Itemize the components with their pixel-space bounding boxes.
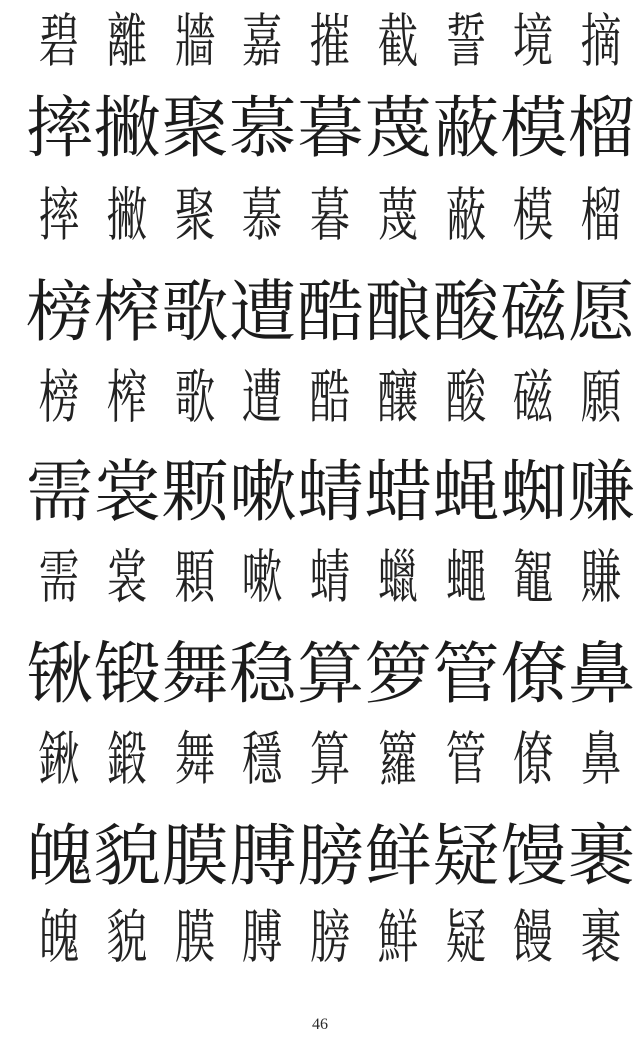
character-glyph: 算 [309, 727, 351, 792]
seal-character [26, 545, 92, 610]
character-glyph: 酸 [445, 365, 486, 430]
character-glyph: 赚 [568, 455, 635, 530]
character-glyph: 膜 [161, 819, 229, 894]
seal-character [162, 545, 228, 610]
character-glyph: 嗽 [229, 455, 297, 530]
regular-character [568, 275, 635, 350]
seal-character [94, 365, 160, 430]
regular-character [364, 455, 432, 530]
seal-character [94, 545, 160, 610]
seal-character [162, 365, 228, 430]
character-glyph: 摧 [309, 9, 351, 74]
character-glyph: 嗽 [242, 545, 283, 610]
regular-character-row [0, 630, 640, 720]
seal-character [500, 727, 566, 792]
seal-character [433, 9, 499, 74]
character-glyph: 蔽 [432, 91, 500, 166]
character-glyph: 膊 [229, 819, 297, 894]
character-glyph: 榨 [93, 275, 161, 350]
regular-character [500, 91, 568, 166]
seal-character [568, 545, 634, 610]
regular-character [297, 819, 364, 894]
regular-character [93, 275, 161, 350]
character-glyph: 蔑 [377, 183, 418, 248]
character-glyph: 鍛 [106, 727, 147, 792]
seal-character [26, 905, 92, 970]
seal-character [365, 9, 431, 74]
character-glyph: 酸 [432, 275, 500, 350]
regular-character [229, 275, 297, 350]
character-glyph: 稳 [229, 637, 297, 712]
character-glyph: 蜻 [297, 455, 364, 530]
regular-character [161, 819, 229, 894]
regular-character-row [0, 84, 640, 174]
regular-character [297, 275, 364, 350]
character-glyph: 摔 [26, 91, 93, 166]
regular-character [297, 91, 364, 166]
seal-character [26, 727, 92, 792]
character-glyph: 管 [432, 637, 500, 712]
seal-character-row [0, 538, 640, 618]
regular-character [26, 819, 93, 894]
character-glyph: 籮 [377, 727, 418, 792]
regular-character [568, 819, 635, 894]
seal-character [568, 365, 634, 430]
page-number: 46 [312, 1016, 328, 1033]
seal-character [297, 365, 363, 430]
seal-character [568, 905, 634, 970]
character-glyph: 慕 [229, 91, 297, 166]
character-glyph: 管 [445, 727, 486, 792]
character-glyph: 蜘 [500, 455, 568, 530]
character-glyph: 賺 [580, 545, 622, 610]
regular-character [161, 455, 229, 530]
character-glyph: 蔑 [364, 91, 432, 166]
character-glyph: 锹 [26, 637, 93, 712]
seal-character-row [0, 720, 640, 800]
character-glyph: 裳 [93, 455, 161, 530]
character-glyph: 摔 [38, 183, 80, 248]
seal-character [297, 727, 363, 792]
regular-character [432, 275, 500, 350]
regular-character [93, 91, 161, 166]
character-glyph: 舞 [161, 637, 229, 712]
seal-character [500, 545, 566, 610]
seal-character [433, 905, 499, 970]
character-glyph: 颗 [161, 455, 229, 530]
character-glyph: 疑 [445, 905, 486, 970]
seal-character [568, 727, 634, 792]
character-glyph: 魄 [26, 819, 93, 894]
regular-character-row [0, 268, 640, 358]
character-glyph: 蜻 [309, 545, 351, 610]
regular-character [568, 455, 635, 530]
character-glyph: 箩 [364, 637, 432, 712]
seal-character [26, 9, 92, 74]
seal-character-row [0, 176, 640, 256]
character-glyph: 遭 [242, 365, 283, 430]
seal-character [365, 545, 431, 610]
seal-character [94, 727, 160, 792]
seal-character [94, 183, 160, 248]
regular-character [432, 455, 500, 530]
character-glyph: 穩 [242, 727, 283, 792]
character-glyph: 貌 [106, 905, 147, 970]
regular-character [26, 275, 93, 350]
regular-character [364, 637, 432, 712]
seal-character [162, 905, 228, 970]
regular-character [93, 637, 161, 712]
seal-character [433, 545, 499, 610]
regular-character [568, 637, 635, 712]
character-glyph: 嘉 [242, 9, 283, 74]
regular-character [500, 637, 568, 712]
character-glyph: 膜 [174, 905, 215, 970]
regular-character [93, 455, 161, 530]
character-glyph: 算 [297, 637, 364, 712]
seal-character [229, 905, 295, 970]
seal-character [94, 9, 160, 74]
seal-character-row [0, 2, 640, 82]
character-glyph: 碧 [38, 9, 80, 74]
character-glyph: 截 [377, 9, 418, 74]
character-glyph: 锻 [93, 637, 161, 712]
character-glyph: 聚 [161, 91, 229, 166]
seal-character [500, 9, 566, 74]
seal-character [162, 727, 228, 792]
regular-character [161, 275, 229, 350]
character-glyph: 酷 [297, 275, 364, 350]
character-glyph: 疑 [432, 819, 500, 894]
character-glyph: 磁 [500, 275, 568, 350]
character-glyph: 膀 [309, 905, 351, 970]
regular-character [93, 819, 161, 894]
character-glyph: 慕 [242, 183, 283, 248]
character-glyph: 歌 [174, 365, 215, 430]
seal-character [26, 365, 92, 430]
character-glyph: 釀 [377, 365, 418, 430]
character-glyph: 蝇 [432, 455, 500, 530]
regular-character [161, 637, 229, 712]
character-glyph: 榜 [38, 365, 80, 430]
character-glyph: 愿 [568, 275, 635, 350]
regular-character [229, 455, 297, 530]
character-glyph: 膀 [297, 819, 364, 894]
character-glyph: 榴 [580, 183, 622, 248]
seal-character-row [0, 358, 640, 438]
seal-character [568, 183, 634, 248]
character-glyph: 蔽 [445, 183, 486, 248]
character-glyph: 鮮 [377, 905, 418, 970]
seal-character [229, 183, 295, 248]
regular-character [26, 455, 93, 530]
seal-character [433, 365, 499, 430]
character-glyph: 貌 [93, 819, 161, 894]
character-glyph: 裹 [580, 905, 622, 970]
regular-character [500, 819, 568, 894]
character-glyph: 酷 [309, 365, 351, 430]
character-glyph: 牆 [174, 9, 215, 74]
character-glyph: 境 [513, 9, 554, 74]
regular-character [500, 275, 568, 350]
character-glyph: 模 [500, 91, 568, 166]
seal-character-row [0, 896, 640, 980]
seal-character [162, 183, 228, 248]
seal-character [297, 545, 363, 610]
regular-character [364, 275, 432, 350]
regular-character [568, 91, 635, 166]
character-glyph: 僚 [500, 637, 568, 712]
character-glyph: 舞 [174, 727, 215, 792]
seal-character [433, 727, 499, 792]
character-glyph: 裳 [106, 545, 147, 610]
regular-character [229, 819, 297, 894]
regular-character [26, 91, 93, 166]
seal-character [500, 905, 566, 970]
seal-character [365, 365, 431, 430]
regular-character-row [0, 448, 640, 538]
character-glyph: 磁 [513, 365, 554, 430]
regular-character [500, 455, 568, 530]
seal-character [365, 905, 431, 970]
seal-character [229, 545, 295, 610]
character-glyph: 暮 [297, 91, 364, 166]
character-glyph: 暮 [309, 183, 351, 248]
seal-character [433, 183, 499, 248]
character-glyph: 離 [106, 9, 147, 74]
character-glyph: 酿 [364, 275, 432, 350]
seal-character [229, 365, 295, 430]
character-glyph: 蠅 [445, 545, 486, 610]
regular-character [229, 637, 297, 712]
regular-character [297, 455, 364, 530]
character-glyph: 馒 [500, 819, 568, 894]
character-glyph: 鼻 [568, 637, 635, 712]
seal-character [162, 9, 228, 74]
seal-character [229, 9, 295, 74]
character-glyph: 榨 [106, 365, 147, 430]
character-glyph: 蠟 [377, 545, 418, 610]
regular-character [432, 819, 500, 894]
character-glyph: 僚 [513, 727, 554, 792]
character-glyph: 撇 [106, 183, 147, 248]
seal-character [500, 365, 566, 430]
seal-character [297, 905, 363, 970]
character-glyph: 歌 [161, 275, 229, 350]
seal-character [297, 183, 363, 248]
character-glyph: 膊 [242, 905, 283, 970]
regular-character [432, 91, 500, 166]
character-glyph: 誓 [445, 9, 486, 74]
regular-character [432, 637, 500, 712]
regular-character [26, 637, 93, 712]
character-glyph: 需 [38, 545, 80, 610]
seal-character [94, 905, 160, 970]
character-glyph: 摘 [580, 9, 622, 74]
character-glyph: 顆 [174, 545, 215, 610]
seal-character [568, 9, 634, 74]
character-glyph: 撇 [93, 91, 161, 166]
character-glyph: 裹 [568, 819, 635, 894]
character-glyph: 鼻 [580, 727, 622, 792]
character-glyph: 鲜 [364, 819, 432, 894]
seal-character [365, 727, 431, 792]
character-glyph: 遭 [229, 275, 297, 350]
seal-character [365, 183, 431, 248]
character-glyph: 蜡 [364, 455, 432, 530]
regular-character-row [0, 812, 640, 902]
character-glyph: 鼅 [513, 545, 554, 610]
seal-character [229, 727, 295, 792]
regular-character [229, 91, 297, 166]
character-glyph: 魄 [38, 905, 80, 970]
seal-character [500, 183, 566, 248]
character-glyph: 鍬 [38, 727, 80, 792]
character-glyph: 聚 [174, 183, 215, 248]
regular-character [364, 819, 432, 894]
character-glyph: 模 [513, 183, 554, 248]
character-glyph: 饅 [513, 905, 554, 970]
character-glyph: 榴 [568, 91, 635, 166]
regular-character [161, 91, 229, 166]
regular-character [297, 637, 364, 712]
seal-character [26, 183, 92, 248]
character-glyph: 需 [26, 455, 93, 530]
character-glyph: 榜 [26, 275, 93, 350]
regular-character [364, 91, 432, 166]
seal-character [297, 9, 363, 74]
character-glyph: 願 [580, 365, 622, 430]
